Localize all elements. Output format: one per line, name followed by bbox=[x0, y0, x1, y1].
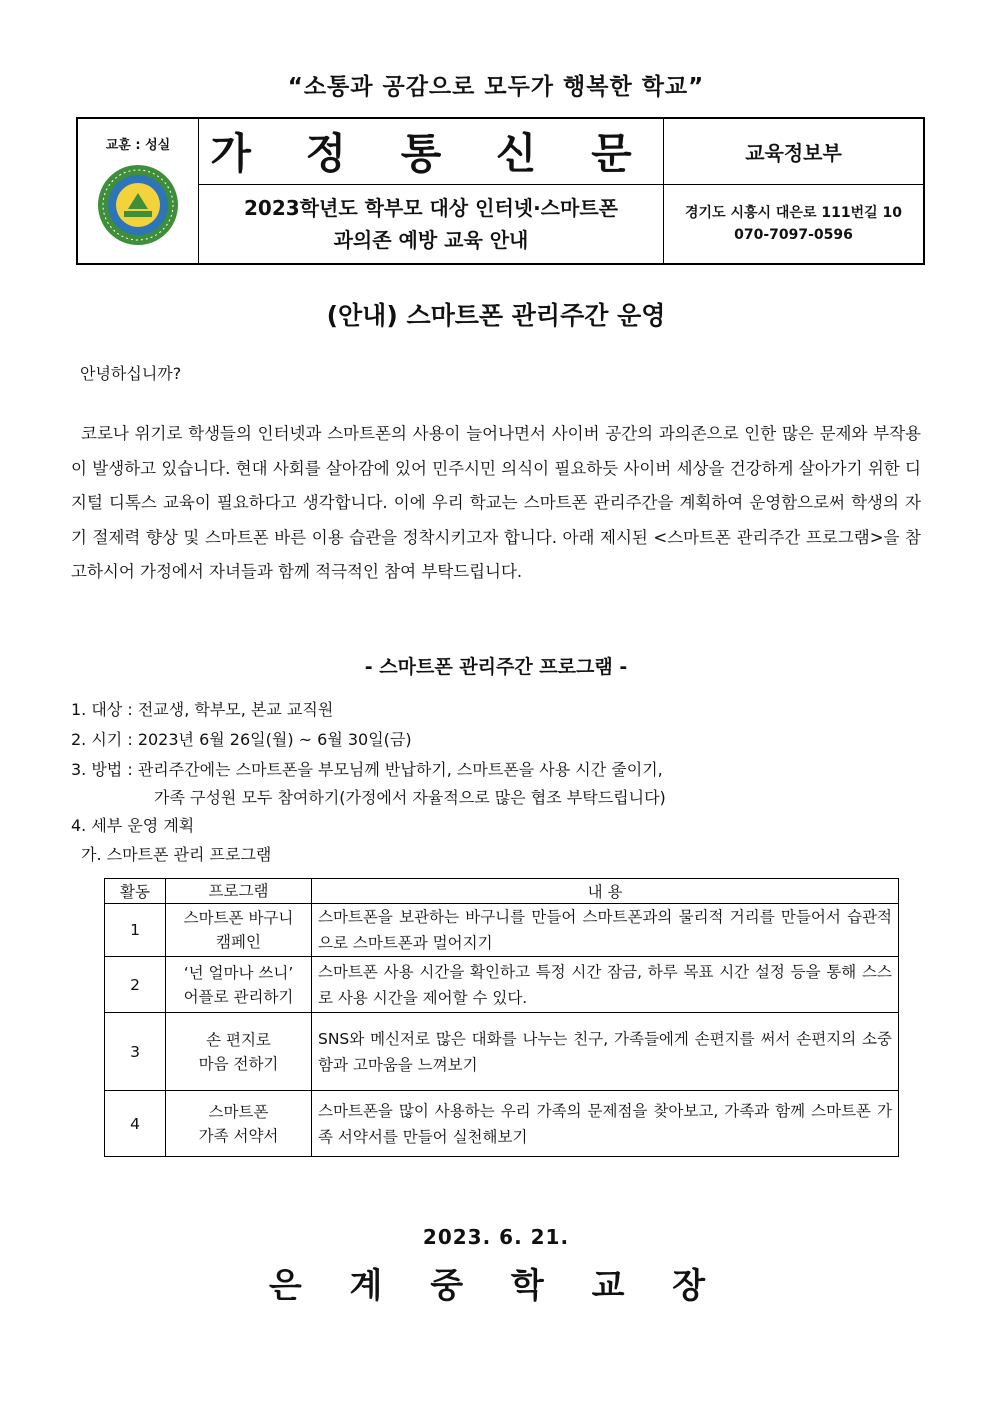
notice-heading: (안내) 스마트폰 관리주간 운영 bbox=[326, 301, 666, 330]
program-title: - 스마트폰 관리주간 프로그램 - bbox=[364, 656, 628, 678]
item-plan: 4. 세부 운영 계획 bbox=[71, 816, 195, 835]
program-name bbox=[166, 957, 312, 1013]
program-description: 스마트폰을 많이 사용하는 우리 가족의 문제점을 찾아보고, 가족과 함께 스마트폰 가족 서약서를 만들어 실천해보기 bbox=[312, 1091, 899, 1157]
table-row bbox=[105, 1013, 899, 1091]
department-name: 교육정보부 bbox=[745, 140, 842, 165]
item-period: 2. 시기 : 2023년 6월 26일(월) ~ 6월 30일(금) bbox=[71, 730, 412, 749]
row-number: 3 bbox=[105, 1013, 166, 1091]
newsletter-title: 가 정 통 신 문 bbox=[210, 129, 652, 179]
program-description: 스마트폰을 보관하는 바구니를 만들어 스마트폰과의 물리적 거리를 만들어서 습관적으로 스마트폰과 멀어지기 bbox=[312, 904, 899, 957]
school-seal-icon bbox=[96, 163, 180, 247]
department-cell bbox=[664, 118, 925, 184]
table-header-row bbox=[105, 879, 899, 904]
column-header: 활동 bbox=[105, 879, 166, 904]
item-sub-a: 가. 스마트폰 관리 프로그램 bbox=[81, 845, 272, 864]
program-name-line: ‘넌 얼마나 쓰니’ bbox=[183, 963, 294, 982]
program-name-line: 마음 전하기 bbox=[198, 1054, 279, 1073]
program-name-line: 어플로 관리하기 bbox=[183, 987, 294, 1006]
principal-signature: 은 계 중 학 교 장 bbox=[268, 1266, 724, 1306]
school-motto-label: 교훈 : 성실 bbox=[105, 137, 171, 153]
item-target: 1. 대상 : 전교생, 학부모, 본교 교직원 bbox=[71, 700, 334, 719]
program-name bbox=[166, 1013, 312, 1091]
program-description: 스마트폰 사용 시간을 확인하고 특정 시간 잠금, 하루 목표 시간 설정 등을 통해 스스로 사용 시간을 제어할 수 있다. bbox=[312, 957, 899, 1013]
program-name-line: 스마트폰 bbox=[208, 1102, 269, 1121]
body-paragraph: 코로나 위기로 학생들의 인터넷과 스마트폰의 사용이 늘어나면서 사이버 공간의 과의존으로 인한 많은 문제와 부작용이 발생하고 있습니다. 현대 사회를 살아감에 있어 민주시민 의식이 필요하듯 사이버 세상을 건강하게 살아가기 위한 디지털 디톡스 교육이 필요하다고 생각합니다. 이에 우리 학교는 스마트폰 관리주간을 계획하여 운영함으로써 학생의 자기 절제력 향상 및 스마트폰 바른 이용 습관을 정착시키고자 합니다. 아래 제시된 <스마트폰 관리주간 프로그램>을 참고하시어 가정에서 자녀들과 함께 적극적인 참여 부탁드립니다. bbox=[71, 424, 921, 581]
program-name-line: 스마트폰 바구니 bbox=[183, 909, 294, 927]
program-name-line: 캠페인 bbox=[216, 933, 261, 951]
column-header: 내 용 bbox=[312, 879, 899, 904]
newsletter-header bbox=[76, 117, 925, 265]
program-name-line: 가족 서약서 bbox=[198, 1126, 279, 1145]
title-cell bbox=[199, 118, 664, 184]
greeting: 안녕하십니까? bbox=[80, 364, 182, 383]
contact-cell bbox=[664, 184, 925, 264]
subtitle-cell bbox=[199, 184, 664, 264]
table-row bbox=[105, 1091, 899, 1157]
item-method-continued: 가족 구성원 모두 참여하기(가정에서 자율적으로 많은 협조 부탁드립니다) bbox=[154, 788, 666, 807]
item-method: 3. 방법 : 관리주간에는 스마트폰을 부모님께 반납하기, 스마트폰을 사용 시간 줄이기, bbox=[71, 760, 663, 779]
column-header: 프로그램 bbox=[166, 879, 312, 904]
program-description: SNS와 메신저로 많은 대화를 나누는 친구, 가족들에게 손편지를 써서 손편지의 소중함과 고마움을 느껴보기 bbox=[312, 1013, 899, 1091]
row-number: 4 bbox=[105, 1091, 166, 1157]
school-emblem-cell bbox=[77, 118, 199, 264]
school-address: 경기도 시흥시 대은로 111번길 10 bbox=[685, 204, 902, 221]
table-row bbox=[105, 957, 899, 1013]
program-name bbox=[166, 1091, 312, 1157]
school-phone: 070-7097-0596 bbox=[734, 226, 853, 243]
school-motto: “소통과 공감으로 모두가 행복한 학교” bbox=[287, 74, 705, 100]
row-number: 1 bbox=[105, 904, 166, 957]
row-number: 2 bbox=[105, 957, 166, 1013]
program-name-line: 손 편지로 bbox=[206, 1030, 271, 1049]
subtitle-line-1: 2023학년도 학부모 대상 인터넷·스마트폰 bbox=[244, 195, 618, 220]
program-name bbox=[166, 904, 312, 957]
issue-date: 2023. 6. 21. bbox=[422, 1225, 570, 1249]
program-table bbox=[104, 878, 899, 1157]
table-row bbox=[105, 904, 899, 957]
subtitle-line-2: 과의존 예방 교육 안내 bbox=[333, 227, 529, 252]
